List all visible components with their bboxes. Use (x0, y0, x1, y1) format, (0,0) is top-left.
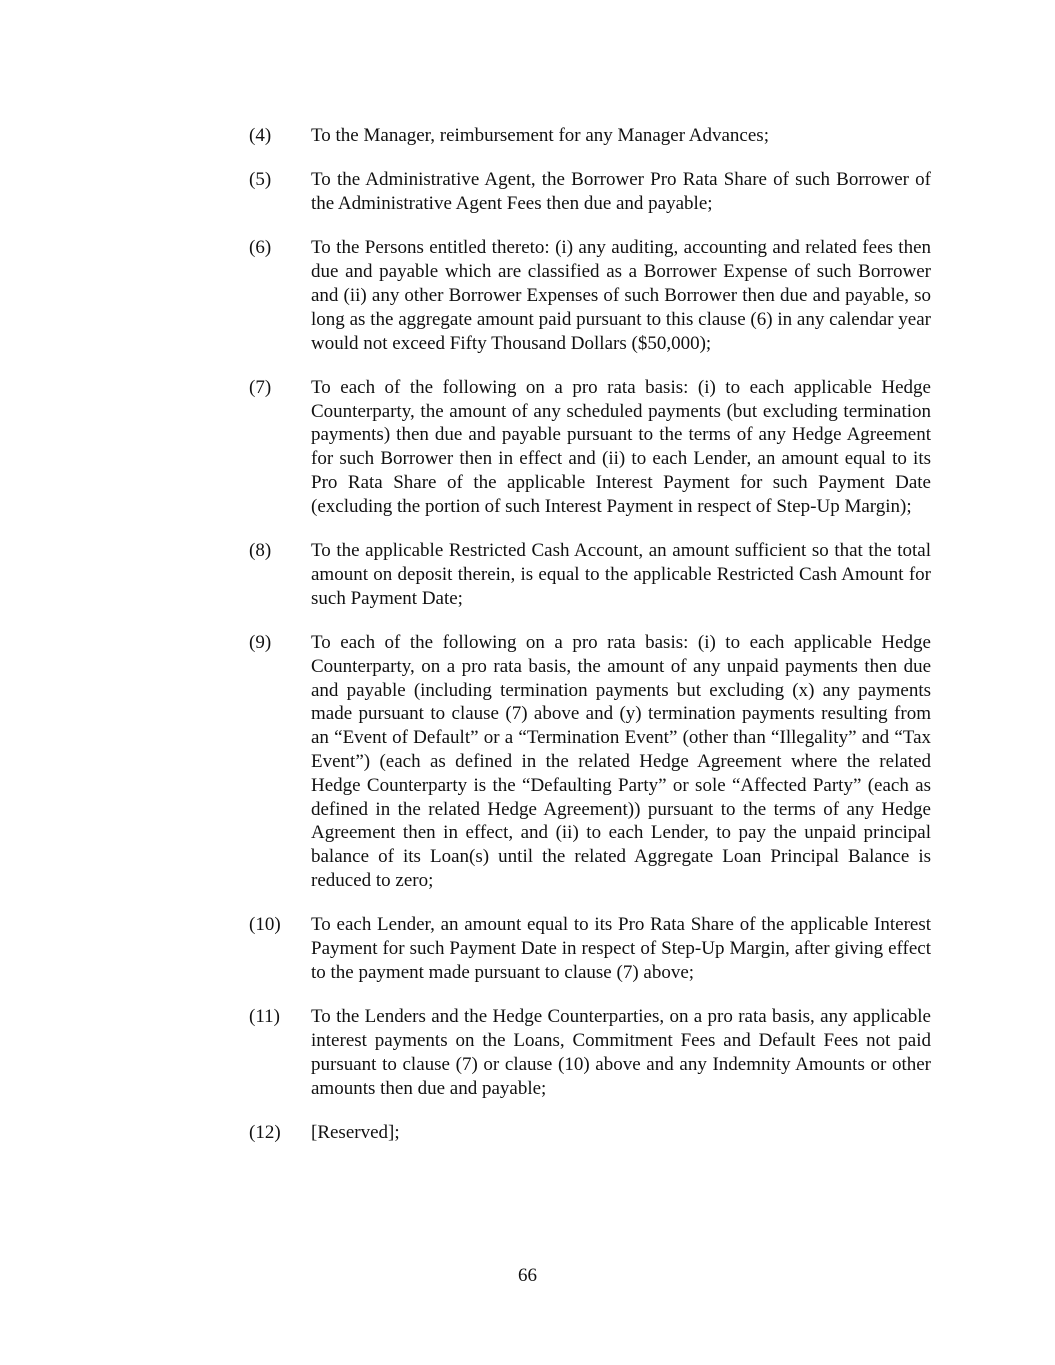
clause-number: (7) (249, 376, 272, 398)
page-number: 66 (518, 1265, 537, 1286)
clause-5 (249, 168, 931, 216)
clause-number: (11) (249, 1006, 280, 1028)
clause-list (249, 124, 931, 1165)
clause-text: To each Lender, an amount equal to its Pro Rata Share of the applicable Interest Payment for such Payment Date in respect of Step-Up Margin, after giving effect to the payment made pursuant to clause (7) above; (311, 914, 931, 983)
clause-number: (5) (249, 169, 272, 191)
clause-10 (249, 913, 931, 984)
clause-number: (8) (249, 540, 272, 562)
clause-8 (249, 539, 931, 610)
clause-9 (249, 631, 931, 893)
clause-text: To the applicable Restricted Cash Account, an amount sufficient so that the total amount on deposit therein, is equal to the applicable Restricted Cash Amount for such Payment Date; (311, 540, 931, 609)
clause-7 (249, 376, 931, 519)
clause-text: To the Lenders and the Hedge Counterparties, on a pro rata basis, any applicable interest payments on the Loans, Commitment Fees and Default Fees not paid pursuant to clause (7) or clause (10) above and any Indemnity Amounts or other amounts then due and payable; (311, 1006, 931, 1099)
clause-text: To each of the following on a pro rata basis: (i) to each applicable Hedge Counterparty, the amount of any scheduled payments (but excluding termination payments) then due and payable pursuant to the terms of any Hedge Agreement for such Borrower then in effect and (ii) to each Lender, an amount equal to its Pro Rata Share of the applicable Interest Payment for such Payment Date (excluding the portion of such Interest Payment in respect of Step-Up Margin); (311, 376, 931, 517)
clause-number: (9) (249, 632, 272, 654)
clause-text: To the Administrative Agent, the Borrower Pro Rata Share of such Borrower of the Administrative Agent Fees then due and payable; (311, 169, 931, 215)
clause-number: (4) (249, 125, 272, 146)
clause-number: (10) (249, 914, 281, 936)
clause-11 (249, 1005, 931, 1100)
clause-number: (6) (249, 237, 272, 259)
clause-text: To the Manager, reimbursement for any Manager Advances; (311, 125, 769, 146)
clause-text: [Reserved]; (311, 1121, 400, 1143)
clause-text: To the Persons entitled thereto: (i) any auditing, accounting and related fees then due and payable which are classified as a Borrower Expense of such Borrower and (ii) any other Borrower Expenses of such Borrower then due and payable, so long as the aggregate amount paid pursuant to this clause (6) in any calendar year would not exceed Fifty Thousand Dollars ($50,000); (311, 237, 931, 354)
clause-6 (249, 236, 931, 355)
clause-number: (12) (249, 1121, 281, 1143)
clause-text: To each of the following on a pro rata basis: (i) to each applicable Hedge Counterparty, on a pro rata basis, the amount of any unpaid payments then due and payable (including termination payments but excluding (x) any payments made pursuant to clause (7) above and (y) termination payments resulting from an “Event of Default” or a “Termination Event” (other than “Illegality” and “Tax Event”) (each as defined in the related Hedge Agreement where the related Hedge Counterparty is the “Defaulting Party” or sole “Affected Party” (each as defined in the related Hedge Agreement)) pursuant to the terms of any Hedge Agreement then in effect, and (ii) to each Lender, to pay the unpaid principal balance of its Loan(s) until the related Aggregate Loan Principal Balance is reduced to zero; (311, 632, 931, 892)
clause-4 (249, 124, 931, 148)
clause-12 (249, 1121, 931, 1145)
